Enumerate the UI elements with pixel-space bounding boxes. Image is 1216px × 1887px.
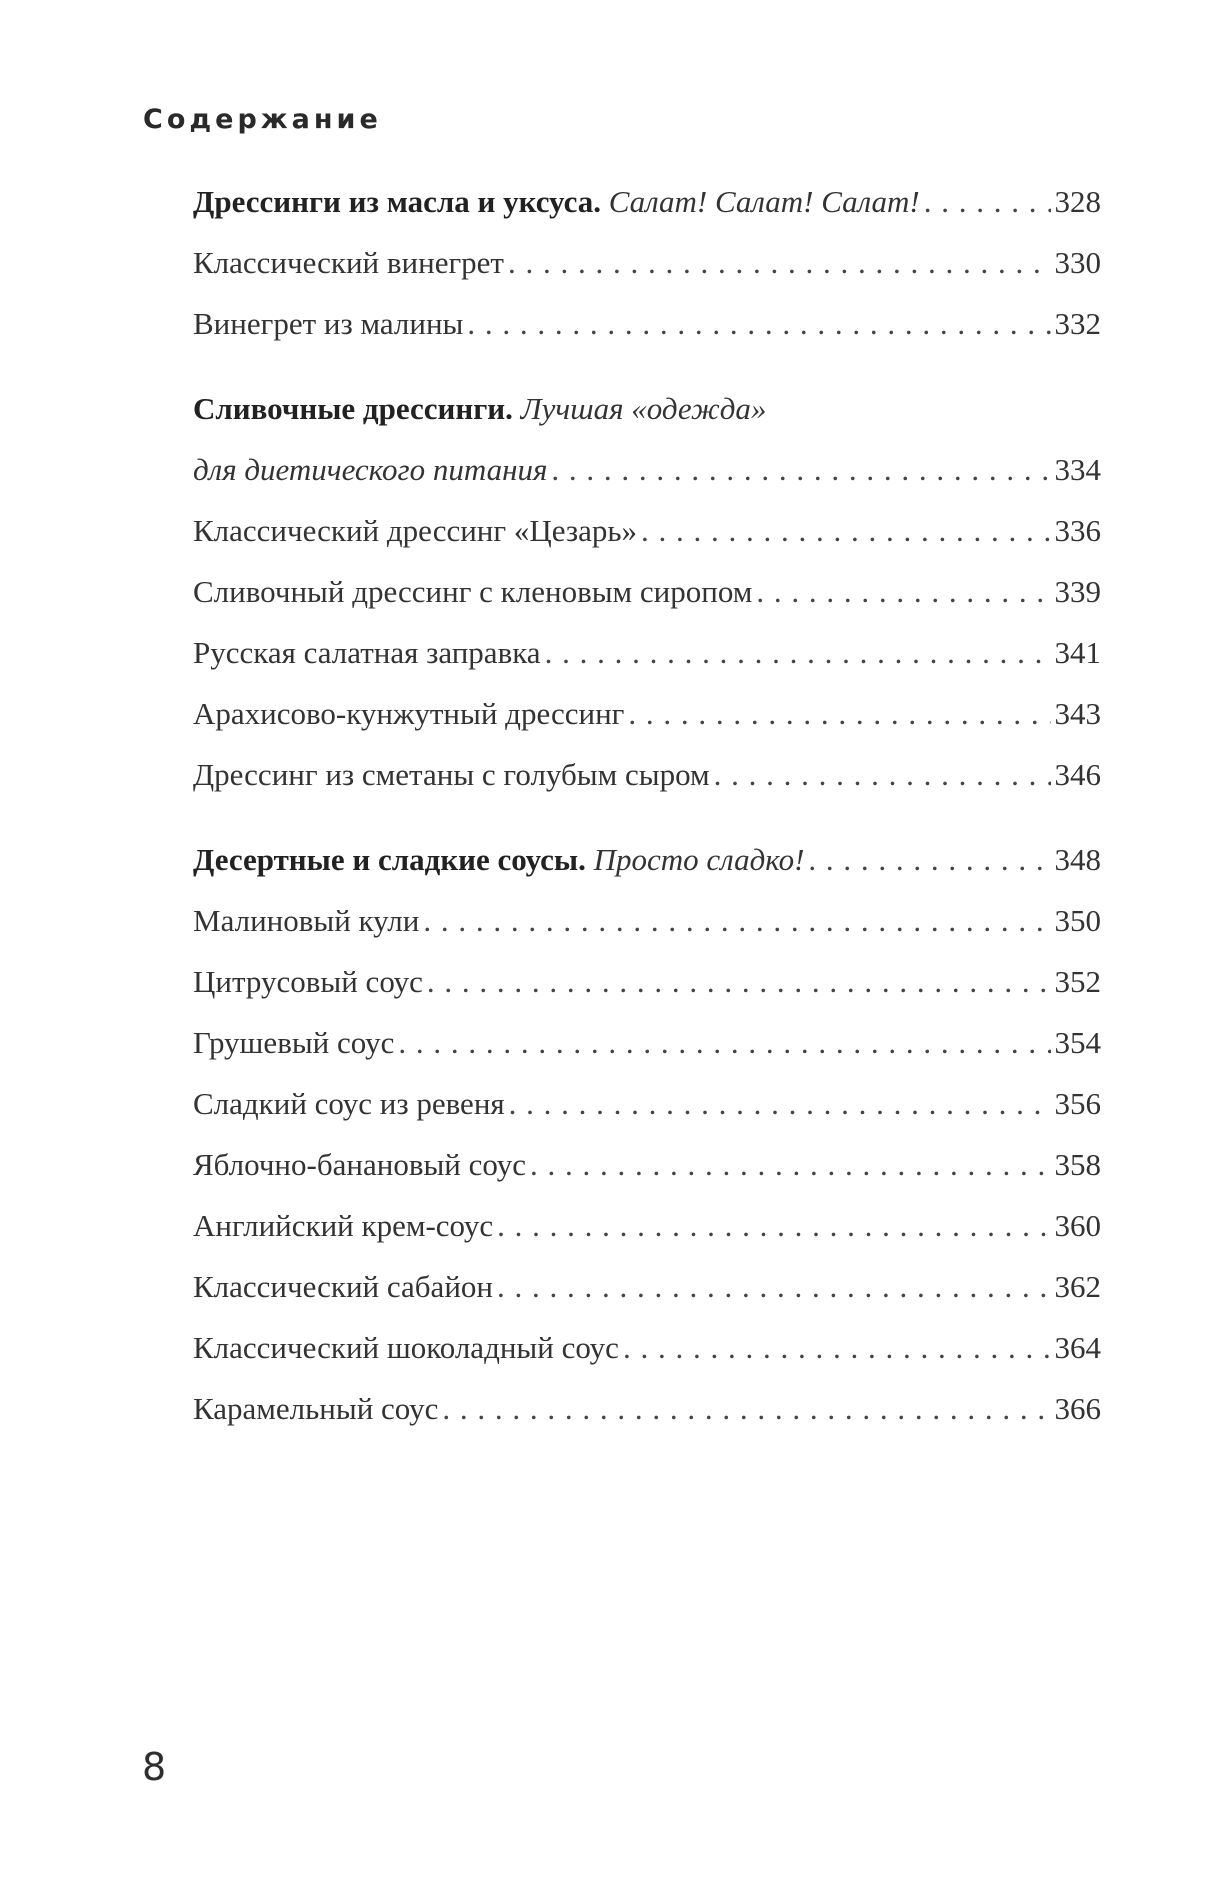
- toc-entry[interactable]: [193, 1021, 1101, 1082]
- dot-leader: [641, 509, 1050, 553]
- toc-entry-label: Дрессинг из сметаны с голубым сыром: [193, 757, 710, 792]
- toc-entry[interactable]: [193, 960, 1101, 1021]
- dot-leader: [398, 1021, 1050, 1065]
- dot-leader: [442, 1387, 1050, 1431]
- dot-leader: [545, 631, 1051, 675]
- toc-entry[interactable]: [193, 1326, 1101, 1387]
- toc-page-number: 356: [1054, 1086, 1101, 1121]
- toc-entry-label: Классический винегрет: [193, 245, 504, 280]
- toc-section-heading-continued[interactable]: [193, 448, 1101, 509]
- toc-entry-label: Классический шоколадный соус: [193, 1330, 619, 1365]
- toc-entry-label: Русская салатная заправка: [193, 635, 541, 670]
- toc-heading-main: Дрессинги из масла и уксуса.: [193, 184, 601, 219]
- toc-entry-label: Цитрусовый соус: [193, 964, 423, 999]
- toc-entry[interactable]: [193, 692, 1101, 753]
- toc-heading-sub: Лучшая «одежда»: [520, 391, 767, 426]
- toc-page-number: 346: [1054, 757, 1101, 792]
- toc-page-number: 336: [1054, 513, 1101, 548]
- toc-heading-label: [193, 180, 920, 224]
- toc-entry-label: Карамельный соус: [193, 1391, 439, 1426]
- toc-page-number: 348: [1054, 842, 1101, 877]
- toc-page-number: 352: [1054, 964, 1101, 999]
- dot-leader: [497, 1204, 1050, 1248]
- toc-section-heading[interactable]: [193, 180, 1101, 241]
- toc-heading-label: [193, 838, 804, 882]
- toc-entry[interactable]: [193, 302, 1101, 363]
- toc-entry[interactable]: [193, 1204, 1101, 1265]
- toc-entry[interactable]: [193, 1265, 1101, 1326]
- dot-leader: [714, 753, 1051, 797]
- toc-section: [193, 387, 1101, 814]
- dot-leader: [530, 1143, 1051, 1187]
- dot-leader: [756, 570, 1050, 614]
- toc-page-number: 330: [1054, 245, 1101, 280]
- toc-page-number: 339: [1054, 574, 1101, 609]
- toc-entry[interactable]: [193, 899, 1101, 960]
- dot-leader: [423, 899, 1050, 943]
- toc-entry-label: Грушевый соус: [193, 1025, 395, 1060]
- toc-page-number: 328: [1054, 184, 1101, 219]
- toc-heading-sub: Просто сладко!: [593, 842, 805, 877]
- dot-leader: [508, 241, 1051, 285]
- toc-entry-label: Малиновый кули: [193, 903, 420, 938]
- dot-leader: [551, 448, 1050, 492]
- toc-page-number: 358: [1054, 1147, 1101, 1182]
- toc-section: [193, 180, 1101, 363]
- toc-entry-label: Сладкий соус из ревеня: [193, 1086, 505, 1121]
- toc-page-number: 343: [1054, 696, 1101, 731]
- toc-page-number: 362: [1054, 1269, 1101, 1304]
- dot-leader: [497, 1265, 1051, 1309]
- dot-leader: [628, 692, 1050, 736]
- toc-header: Содержание: [143, 104, 382, 135]
- toc-section-heading[interactable]: [193, 387, 1101, 448]
- toc-entry[interactable]: [193, 753, 1101, 814]
- toc-entry[interactable]: [193, 570, 1101, 631]
- toc-entry-label: Винегрет из малины: [193, 306, 464, 341]
- toc-heading-main: Десертные и сладкие соусы.: [193, 842, 586, 877]
- toc-entry[interactable]: [193, 1143, 1101, 1204]
- toc-entry-label: Сливочный дрессинг с кленовым сиропом: [193, 574, 753, 609]
- toc-heading-label: [193, 387, 766, 431]
- toc-section: [193, 838, 1101, 1448]
- toc-page-number: 364: [1054, 1330, 1101, 1365]
- toc-section-heading[interactable]: [193, 838, 1101, 899]
- dot-leader: [509, 1082, 1051, 1126]
- toc-page-number: 341: [1054, 635, 1101, 670]
- page-number: 8: [142, 1745, 167, 1789]
- toc-entry-label: Арахисово-кунжутный дрессинг: [193, 696, 625, 731]
- toc-page-number: 366: [1054, 1391, 1101, 1426]
- toc-page-number: 332: [1054, 306, 1101, 341]
- toc-entry-label: Английский крем-соус: [193, 1208, 494, 1243]
- toc-page-number: 360: [1054, 1208, 1101, 1243]
- dot-leader: [467, 302, 1050, 346]
- toc-entry-label: Классический дрессинг «Цезарь»: [193, 513, 638, 548]
- toc-entry[interactable]: [193, 509, 1101, 570]
- toc-page-number: 334: [1054, 452, 1101, 487]
- toc-page-number: 354: [1054, 1025, 1101, 1060]
- toc-entry-label: Яблочно-банановый соус: [193, 1147, 526, 1182]
- toc-heading-main: Сливочные дрессинги.: [193, 391, 513, 426]
- dot-leader: [924, 180, 1051, 224]
- toc-entry[interactable]: [193, 241, 1101, 302]
- table-of-contents: [193, 180, 1101, 1472]
- toc-entry[interactable]: [193, 1082, 1101, 1143]
- toc-heading-sub: Салат! Салат! Салат!: [608, 184, 920, 219]
- dot-leader: [427, 960, 1051, 1004]
- toc-heading-sub-continued: для диетического питания: [193, 452, 548, 487]
- dot-leader: [808, 838, 1050, 882]
- toc-entry[interactable]: [193, 1387, 1101, 1448]
- dot-leader: [623, 1326, 1051, 1370]
- toc-entry[interactable]: [193, 631, 1101, 692]
- toc-entry-label: Классический сабайон: [193, 1269, 493, 1304]
- toc-page-number: 350: [1054, 903, 1101, 938]
